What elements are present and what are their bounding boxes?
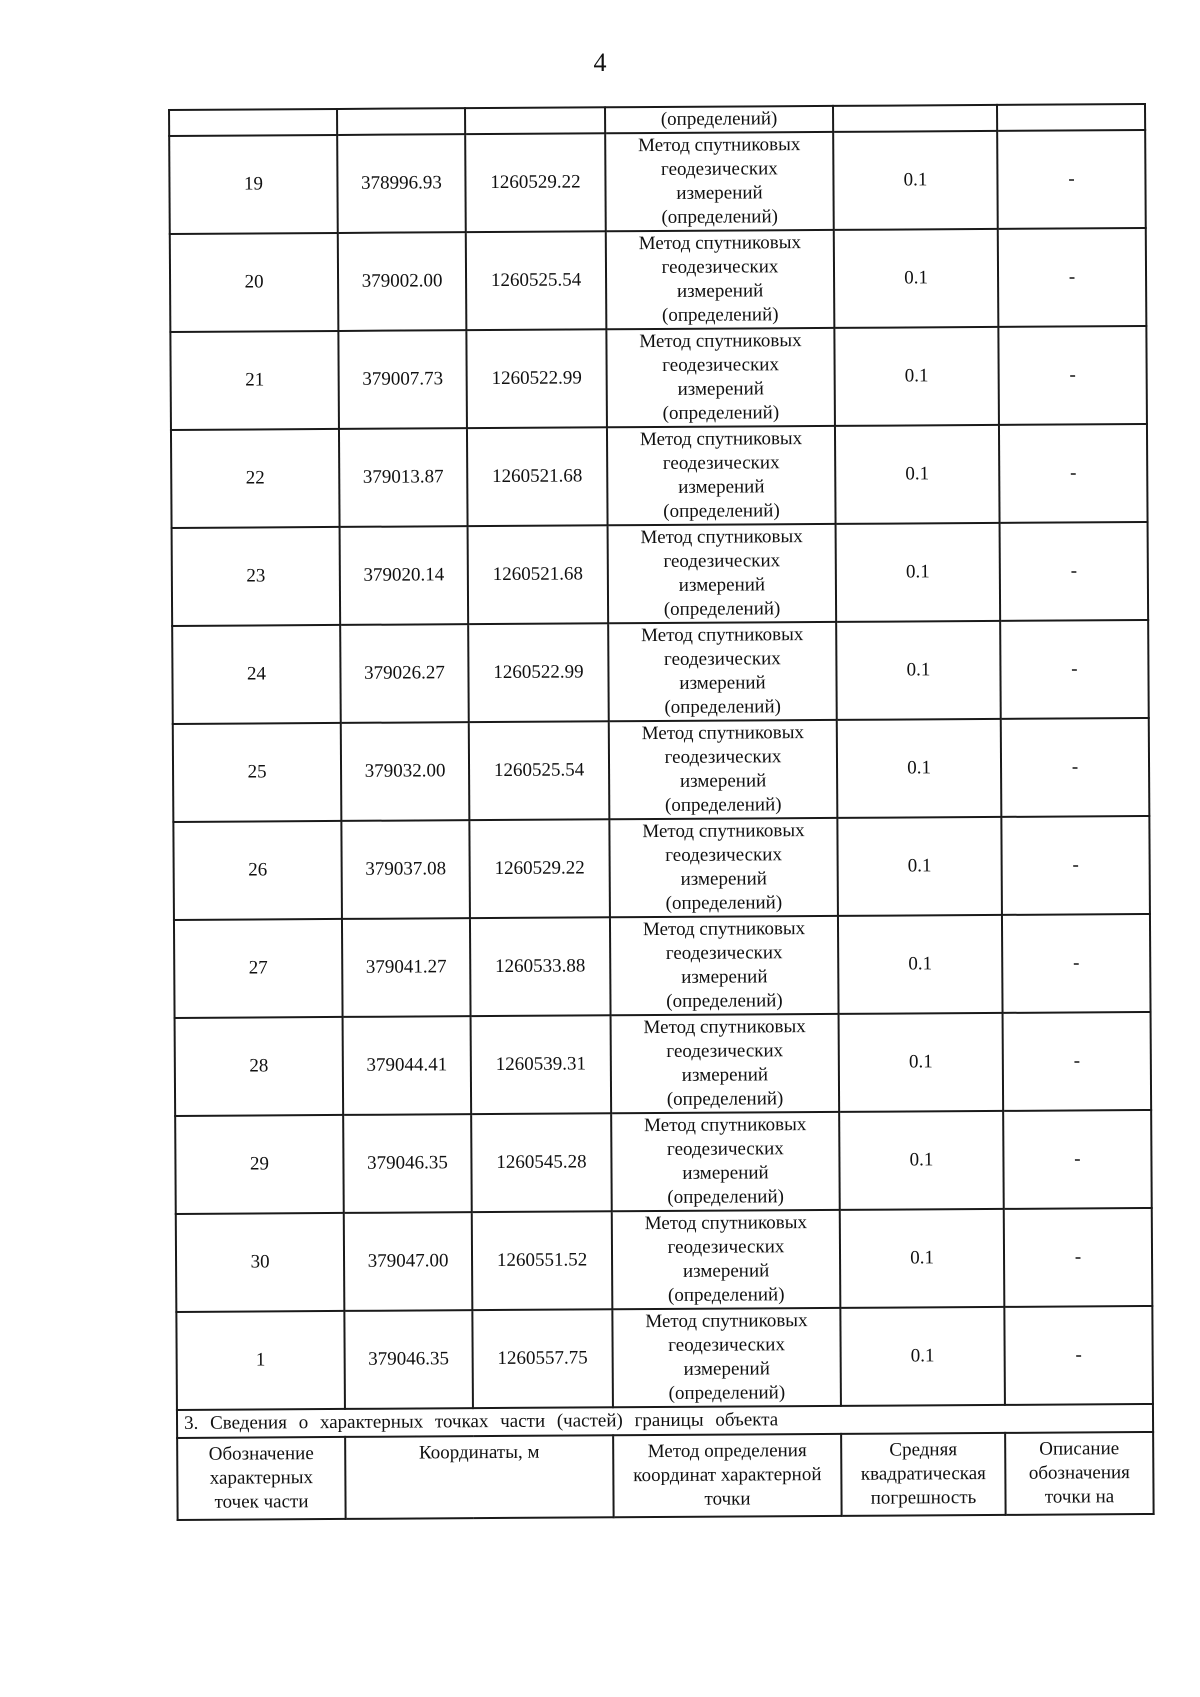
cell-description: - bbox=[1001, 816, 1150, 915]
cell-method bbox=[609, 720, 838, 819]
cell-method bbox=[610, 916, 839, 1015]
cell-coordinate-y: 1260529.22 bbox=[469, 819, 610, 918]
method-line: измерений bbox=[681, 1064, 769, 1086]
cell-coordinate-x: 379046.35 bbox=[343, 1114, 472, 1213]
cell-error: 0.1 bbox=[833, 131, 998, 230]
cell-error: 0.1 bbox=[837, 817, 1002, 916]
header-coordinates: Координаты, м bbox=[345, 1435, 613, 1519]
method-line: измерений bbox=[678, 574, 766, 596]
cell-description: - bbox=[1002, 914, 1151, 1013]
cell-error: 0.1 bbox=[836, 523, 1001, 622]
table-row bbox=[171, 424, 1148, 528]
cell-coordinate-y: 1260529.22 bbox=[465, 133, 606, 232]
method-line: Метод спутниковых bbox=[640, 526, 803, 549]
header-point-designation bbox=[177, 1437, 345, 1520]
cell-coordinate-x: 378996.93 bbox=[337, 134, 466, 233]
cell-coordinate-x: 379026.27 bbox=[340, 624, 469, 723]
cell-error: 0.1 bbox=[839, 1013, 1004, 1112]
table-row bbox=[173, 718, 1150, 822]
cell-point-number: 28 bbox=[175, 1017, 344, 1116]
method-line: геодезических bbox=[662, 354, 780, 376]
cell-method bbox=[611, 1112, 840, 1211]
cell-coordinate-y: 1260525.54 bbox=[469, 721, 610, 820]
method-line: геодезических bbox=[661, 256, 779, 278]
cell-method bbox=[605, 132, 834, 231]
method-line: (определений) bbox=[664, 696, 782, 718]
header-line: координат характерной bbox=[633, 1464, 822, 1487]
method-line: (определений) bbox=[665, 892, 783, 914]
table-row bbox=[169, 130, 1146, 234]
cell-description: - bbox=[1003, 1110, 1152, 1209]
table-row bbox=[176, 1306, 1153, 1410]
method-line: измерений bbox=[679, 672, 766, 694]
cell-point-number: 19 bbox=[169, 135, 338, 234]
cell-method bbox=[609, 818, 838, 917]
cell-coordinate-y: 1260539.31 bbox=[471, 1015, 612, 1114]
table-row bbox=[175, 1110, 1152, 1214]
method-line: геодезических bbox=[665, 942, 783, 964]
header-line: Средняя bbox=[889, 1439, 958, 1461]
cell-description: - bbox=[1004, 1208, 1153, 1307]
method-line: (определений) bbox=[663, 598, 781, 620]
cell-coordinate-y: 1260525.54 bbox=[466, 231, 607, 330]
cell-coordinate-x: 379046.35 bbox=[344, 1310, 473, 1409]
cell-coordinate-y: 1260521.68 bbox=[467, 427, 608, 526]
header-line: точки bbox=[704, 1488, 751, 1510]
cell-point-number: 26 bbox=[173, 821, 342, 920]
section3-header-row bbox=[177, 1432, 1153, 1520]
header-line: точки на bbox=[1044, 1486, 1115, 1508]
cell-error: 0.1 bbox=[834, 327, 999, 426]
method-line: (определений) bbox=[667, 1284, 785, 1306]
method-line: (определений) bbox=[662, 402, 780, 424]
cell-coordinate-x: 379002.00 bbox=[338, 232, 467, 331]
method-line: измерений bbox=[678, 476, 765, 498]
header-error bbox=[841, 1433, 1005, 1516]
table-row bbox=[172, 620, 1149, 724]
cell-method bbox=[608, 622, 837, 721]
header-line: характерных bbox=[209, 1467, 314, 1489]
cell-point-number: 20 bbox=[170, 233, 339, 332]
cell-coordinate-y: 1260551.52 bbox=[472, 1211, 613, 1310]
cell-description: - bbox=[1001, 718, 1150, 817]
cell-point-number: 23 bbox=[172, 527, 341, 626]
table-body bbox=[169, 104, 1153, 1410]
cell-coordinate-y: 1260557.75 bbox=[472, 1309, 613, 1408]
method-line: (определений) bbox=[666, 1088, 784, 1110]
table-row bbox=[170, 228, 1147, 332]
cell-error: 0.1 bbox=[840, 1209, 1005, 1308]
table-row bbox=[172, 522, 1149, 626]
cell-description: - bbox=[999, 424, 1148, 523]
cell-coordinate-x: 379041.27 bbox=[342, 918, 471, 1017]
method-line: геодезических bbox=[662, 452, 780, 474]
cell-error: 0.1 bbox=[836, 621, 1001, 720]
header-method bbox=[613, 1434, 841, 1517]
cell-error: 0.1 bbox=[835, 425, 1000, 524]
method-line: геодезических bbox=[666, 1138, 784, 1160]
method-line: геодезических bbox=[660, 158, 778, 180]
header-line: квадратическая bbox=[860, 1463, 986, 1485]
cell-description: - bbox=[1000, 522, 1149, 621]
table-row bbox=[176, 1208, 1153, 1312]
cell-coordinate-x: 379047.00 bbox=[344, 1212, 473, 1311]
cell-method bbox=[608, 524, 837, 623]
method-line: Метод спутниковых bbox=[642, 820, 805, 843]
cell-error: 0.1 bbox=[839, 1111, 1004, 1210]
method-line: (определений) bbox=[668, 1382, 786, 1404]
page-number: 4 bbox=[593, 48, 607, 77]
method-line: Метод спутниковых bbox=[642, 918, 806, 941]
cell-coordinate-x: 379044.41 bbox=[343, 1016, 472, 1115]
cell-coordinate-y: 1260521.68 bbox=[468, 525, 609, 624]
cell-description: - bbox=[998, 228, 1147, 327]
method-line: геодезических bbox=[664, 746, 782, 768]
header-line: Описание bbox=[1039, 1438, 1120, 1460]
header-line: погрешность bbox=[870, 1487, 977, 1509]
cell-error: 0.1 bbox=[834, 229, 999, 328]
cell-coordinate-x: 379037.08 bbox=[341, 820, 470, 919]
method-line: Метод спутниковых bbox=[638, 232, 802, 255]
cell-coordinate-y: 1260545.28 bbox=[471, 1113, 612, 1212]
header-line: обозначения bbox=[1028, 1462, 1130, 1484]
cell-point-number: 21 bbox=[170, 331, 339, 430]
cell-point-number: 25 bbox=[173, 723, 342, 822]
table-row bbox=[173, 816, 1150, 920]
cell-method-continued: (определений) bbox=[605, 106, 833, 133]
method-line: измерений bbox=[683, 1358, 770, 1380]
method-line: геодезических bbox=[667, 1236, 785, 1258]
method-line: геодезических bbox=[668, 1334, 785, 1356]
cell-empty bbox=[337, 108, 465, 135]
method-line: измерений bbox=[676, 182, 763, 204]
method-line: измерений bbox=[682, 1260, 770, 1282]
method-line: (определений) bbox=[661, 206, 779, 228]
method-line: измерений bbox=[676, 280, 764, 302]
method-line: Метод спутниковых bbox=[641, 722, 805, 745]
cell-method bbox=[612, 1308, 841, 1407]
cell-coordinate-x: 379020.14 bbox=[340, 526, 469, 625]
section3-title: 3. Сведения о характерных точках части (частей) границы объекта bbox=[177, 1404, 1153, 1438]
cell-description: - bbox=[1003, 1012, 1152, 1111]
method-line: (определений) bbox=[666, 990, 783, 1012]
cell-point-number: 1 bbox=[176, 1311, 345, 1410]
cell-method bbox=[611, 1014, 840, 1113]
cell-point-number: 22 bbox=[171, 429, 340, 528]
cell-point-number: 30 bbox=[176, 1213, 345, 1312]
cell-coordinate-y: 1260533.88 bbox=[470, 917, 611, 1016]
method-line: измерений bbox=[680, 868, 767, 890]
cell-coordinate-x: 379007.73 bbox=[338, 330, 467, 429]
cell-method bbox=[607, 426, 836, 525]
cell-description: - bbox=[1004, 1306, 1153, 1405]
coordinates-table bbox=[168, 103, 1155, 1521]
cell-coordinate-y: 1260522.99 bbox=[466, 329, 607, 428]
cell-description: - bbox=[998, 326, 1147, 425]
header-line: Метод определения bbox=[647, 1440, 807, 1463]
cell-empty bbox=[833, 105, 997, 132]
cell-empty bbox=[997, 104, 1145, 131]
cell-description: - bbox=[997, 130, 1146, 229]
section3-body bbox=[177, 1404, 1154, 1520]
method-line: геодезических bbox=[663, 648, 781, 670]
cell-method bbox=[606, 328, 835, 427]
method-line: Метод спутниковых bbox=[643, 1016, 806, 1039]
method-line: геодезических bbox=[663, 550, 781, 572]
header-line: Обозначение bbox=[208, 1443, 314, 1465]
header-line: точек части bbox=[214, 1491, 309, 1513]
method-line: геодезических bbox=[666, 1040, 784, 1062]
cell-point-number: 24 bbox=[172, 625, 341, 724]
cell-error: 0.1 bbox=[838, 915, 1003, 1014]
method-line: Метод спутниковых bbox=[638, 134, 801, 157]
method-line: (определений) bbox=[664, 794, 782, 816]
method-line: Метод спутниковых bbox=[644, 1212, 808, 1235]
cell-empty bbox=[169, 109, 337, 136]
cell-method bbox=[606, 230, 835, 329]
cell-error: 0.1 bbox=[837, 719, 1002, 818]
method-line: (определений) bbox=[663, 500, 780, 522]
cell-empty bbox=[465, 107, 605, 134]
method-line: Метод спутниковых bbox=[641, 624, 804, 647]
method-line: Метод спутниковых bbox=[645, 1310, 808, 1333]
cell-point-number: 27 bbox=[174, 919, 343, 1018]
cell-coordinate-y: 1260522.99 bbox=[468, 623, 609, 722]
method-line: измерений bbox=[682, 1162, 769, 1184]
header-description bbox=[1005, 1432, 1153, 1515]
method-line: (определений) bbox=[661, 304, 779, 326]
cell-error: 0.1 bbox=[840, 1307, 1005, 1406]
method-line: измерений bbox=[677, 378, 764, 400]
method-line: измерений bbox=[681, 966, 768, 988]
table-row bbox=[170, 326, 1147, 430]
cell-coordinate-x: 379032.00 bbox=[341, 722, 470, 821]
method-line: измерений bbox=[679, 770, 767, 792]
method-line: (определений) bbox=[667, 1186, 784, 1208]
cell-coordinate-x: 379013.87 bbox=[339, 428, 468, 527]
table-row bbox=[174, 914, 1151, 1018]
table-row bbox=[175, 1012, 1152, 1116]
method-line: Метод спутниковых bbox=[639, 428, 803, 451]
coordinates-table-sheet bbox=[168, 103, 1153, 1521]
method-line: Метод спутниковых bbox=[644, 1114, 807, 1137]
cell-point-number: 29 bbox=[175, 1115, 344, 1214]
cell-method bbox=[612, 1210, 841, 1309]
method-line: Метод спутниковых bbox=[639, 330, 802, 353]
cell-description: - bbox=[1000, 620, 1149, 719]
method-line: геодезических bbox=[665, 844, 782, 866]
